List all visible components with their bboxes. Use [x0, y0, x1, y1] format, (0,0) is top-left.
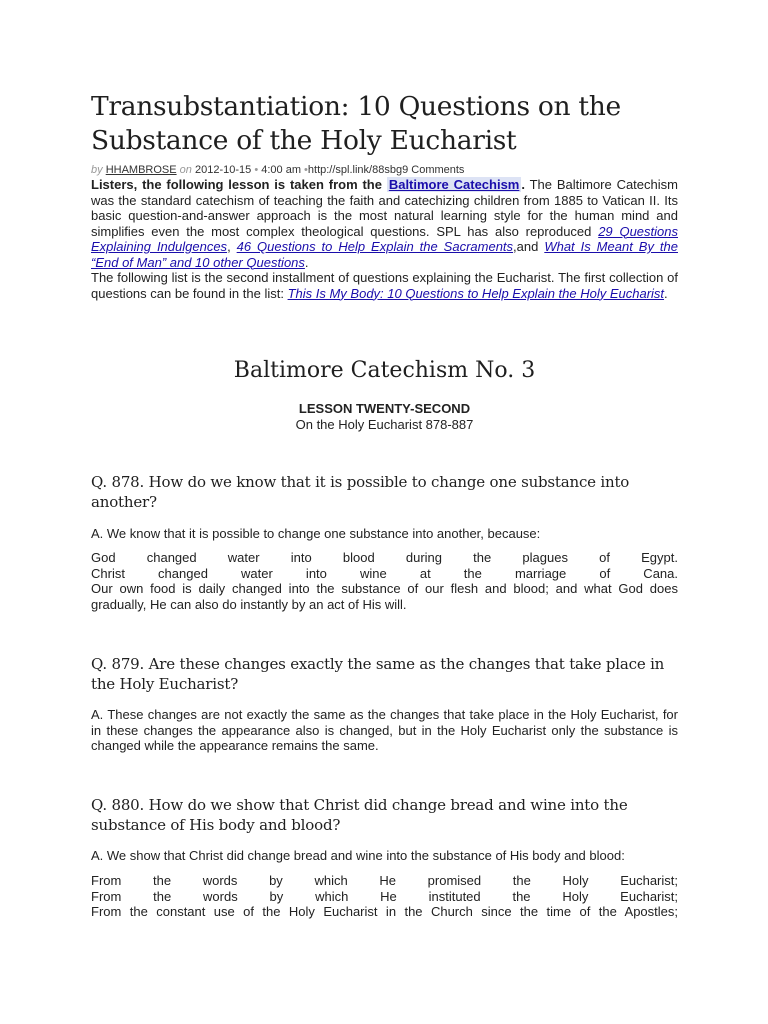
lesson-header	[91, 401, 678, 432]
byline-by: by	[91, 164, 103, 176]
post-time: 4:00 am	[261, 164, 301, 176]
section-title: Baltimore Catechism No. 3	[233, 358, 536, 383]
answer-text: A. These changes are not exactly the same as the changes that take place in the Holy Eucharist, for in these changes the appearance also is changed, but in the Holy Eucharist only the substance is changed while the appearance remains the same.	[91, 707, 678, 753]
intro-body: The Baltimore Catechism was the standard catechism of teaching the faith and catechizing children from 1885 to Vatican II. Its basic question-and-answer approach is the most natural learning style for the human mind and simplifies even the most complex theological questions. SPL has also reproduced	[91, 177, 678, 239]
answer-text: A. We show that Christ did change bread and wine into the substance of His body and blood:	[91, 848, 625, 863]
answer-line: God changed water into blood during the plagues of Egypt.	[91, 550, 678, 565]
answer-text: A. We know that it is possible to change one substance into another, because:	[91, 526, 541, 541]
author-link[interactable]: HHAMBROSE	[105, 164, 177, 176]
question-heading: Q. 879. Are these changes exactly the same as the changes that take place in the Holy Eucharist?	[91, 655, 665, 693]
article-title: Transubstantiation: 10 Questions on the Substance of the Holy Eucharist	[91, 91, 621, 156]
intro-comma: ,	[227, 239, 237, 254]
intro-paragraph	[91, 177, 678, 270]
byline-separator: •	[304, 164, 308, 176]
end-of-man-link[interactable]: What Is Meant By the “End of Man” and 10 other Questions	[91, 239, 678, 270]
answer-line: From the words by which He instituted the Holy Eucharist;	[91, 888, 678, 904]
intro-paragraph-2	[91, 270, 678, 301]
indulgences-link[interactable]: 29 Questions Explaining Indulgences	[91, 223, 678, 254]
answer-line: From the constant use of the Holy Eucharist in the Church since the time of the Apostles;	[91, 904, 678, 919]
this-is-my-body-link[interactable]: This Is My Body: 10 Questions to Help Explain the Holy Eucharist	[287, 285, 665, 301]
intro2-end: .	[664, 285, 668, 301]
intro-end: .	[304, 254, 309, 270]
byline-on: on	[179, 164, 192, 176]
intro-lead: Listers, the following lesson is taken from the	[91, 177, 382, 192]
lesson-title: LESSON TWENTY-SECOND	[298, 401, 471, 416]
answer-line: Our own food is daily changed into the substance of our flesh and blood; and what God does	[91, 581, 678, 596]
lesson-subtitle: On the Holy Eucharist 878-887	[295, 416, 474, 432]
post-date: 2012-10-15	[194, 164, 252, 176]
byline	[91, 163, 464, 177]
answer-line: From the words by which He promised the Holy Eucharist;	[91, 873, 678, 888]
comments-link[interactable]: 9 Comments	[402, 164, 465, 176]
intro-and: ,and	[513, 239, 545, 254]
sacraments-link[interactable]: 46 Questions to Help Explain the Sacraments	[236, 239, 514, 254]
question-heading: Q. 878. How do we know that it is possible to change one substance into another?	[91, 473, 630, 511]
byline-separator: •	[254, 164, 259, 176]
question-heading: Q. 880. How do we show that Christ did change bread and wine into the substance of His body and blood?	[91, 796, 628, 834]
intro2-text: The following list is the second installment of questions explaining the Eucharist. The first collection of questions can be found in the list:	[91, 270, 678, 301]
baltimore-catechism-link[interactable]: Baltimore Catechism	[388, 177, 520, 192]
short-link[interactable]: http://spl.link/88sbg	[307, 164, 403, 176]
answer-list	[91, 873, 678, 920]
answer-line: Christ changed water into wine at the marriage of Cana.	[91, 565, 678, 581]
answer-line: gradually, He can also do instantly by an act of His will.	[91, 596, 407, 612]
answer-list	[91, 550, 678, 612]
intro-lead-period: .	[521, 177, 525, 192]
